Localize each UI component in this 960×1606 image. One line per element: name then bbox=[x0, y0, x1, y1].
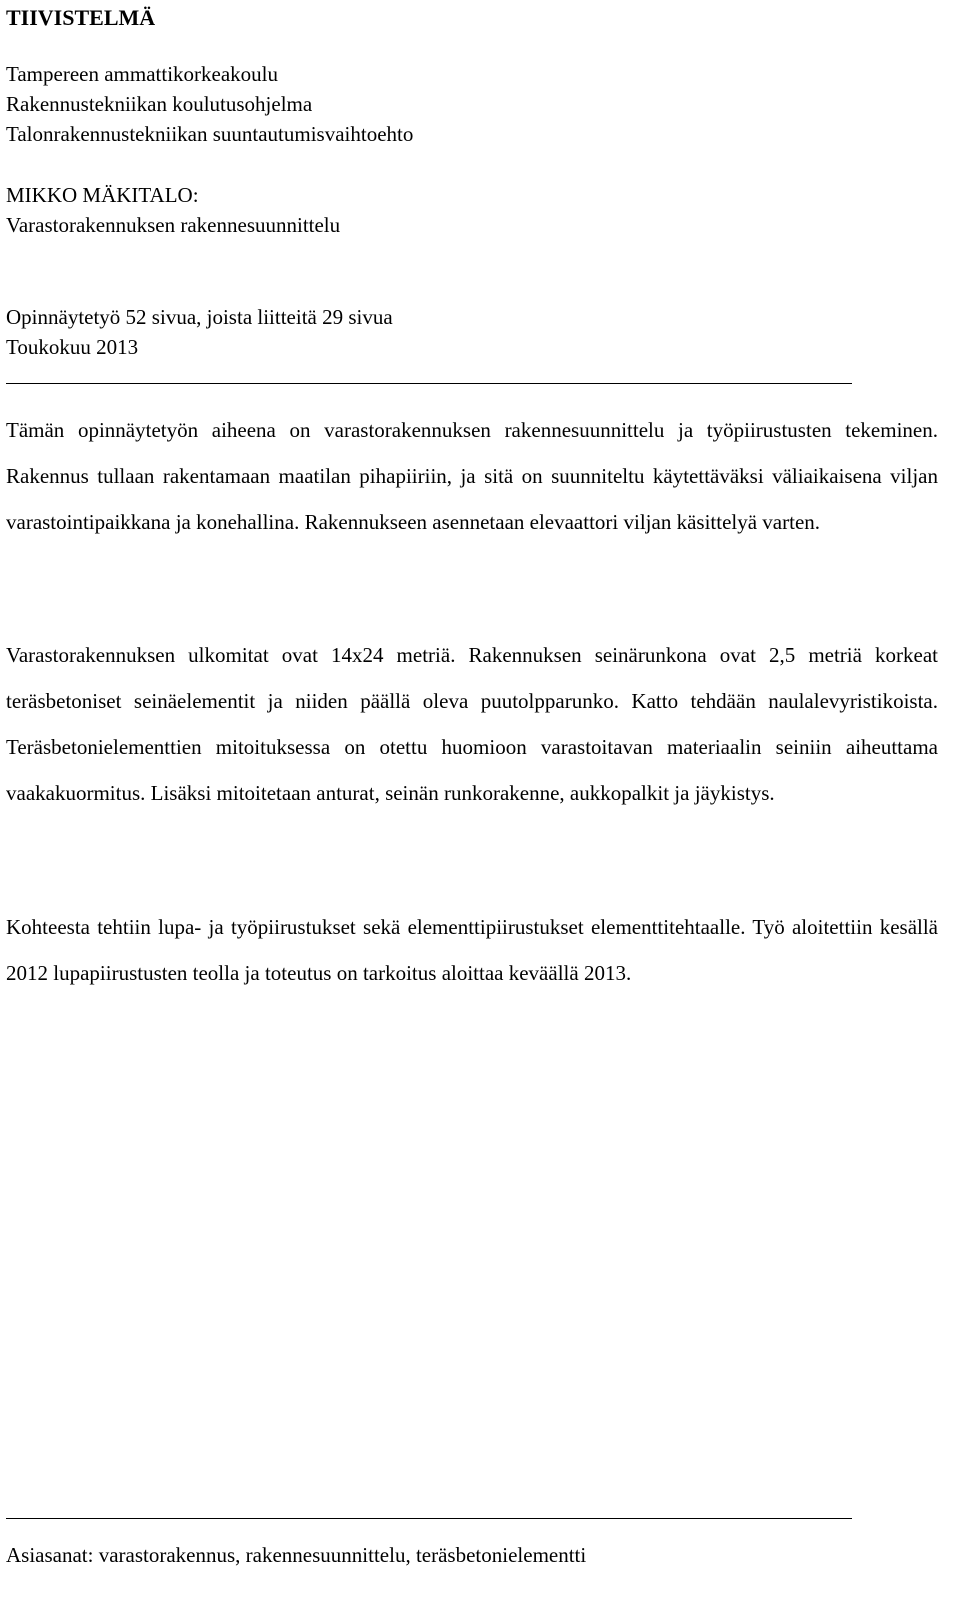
header-divider bbox=[6, 383, 852, 384]
publication-date: Toukokuu 2013 bbox=[6, 335, 139, 359]
abstract-paragraph-3: Kohteesta tehtiin lupa- ja työpiirustukset sekä elementtipiirustukset elementtitehtaalle. Työ aloitettiin kesällä 2012 lupapiirustusten teolla ja toteutus on tarkoitus aloittaa keväällä 2013. bbox=[6, 915, 938, 985]
page-count: Opinnäytetyö 52 sivua, joista liitteitä 29 sivua bbox=[6, 305, 393, 329]
keywords: Asiasanat: varastorakennus, rakennesuunnittelu, teräsbetonielementti bbox=[6, 1543, 587, 1567]
abstract-paragraph-2: Varastorakennuksen ulkomitat ovat 14x24 metriä. Rakennuksen seinärunkona ovat 2,5 metriä korkeat teräsbetoniset seinäelementit ja niiden päällä oleva puutolpparunko. Katto tehdään naulalevyristikoista. Teräsbetonielementtien mitoituksessa on otettu huomioon varastoitavan materiaalin seiniin aiheuttama vaakakuormitus. Lisäksi mitoitetaan anturat, seinän runkorakenne, aukkopalkit ja jäykistys. bbox=[6, 643, 938, 805]
school-name: Tampereen ammattikorkeakoulu bbox=[6, 62, 279, 86]
page-heading: TIIVISTELMÄ bbox=[6, 5, 156, 30]
thesis-title: Varastorakennuksen rakennesuunnittelu bbox=[6, 213, 341, 237]
footer-divider bbox=[6, 1518, 852, 1519]
specialization: Talonrakennustekniikan suuntautumisvaihtoehto bbox=[6, 122, 414, 146]
abstract-paragraph-1: Tämän opinnäytetyön aiheena on varastorakennuksen rakennesuunnittelu ja työpiirustusten tekeminen. Rakennus tullaan rakentamaan maatilan pihapiiriin, ja sitä on suunniteltu käytettäväksi väliaikaisena viljan varastointipaikkana ja konehallina. Rakennukseen asennetaan elevaattori viljan käsittelyä varten. bbox=[6, 418, 938, 534]
author-name: MIKKO MÄKITALO: bbox=[6, 183, 199, 207]
degree-program: Rakennustekniikan koulutusohjelma bbox=[6, 92, 313, 116]
